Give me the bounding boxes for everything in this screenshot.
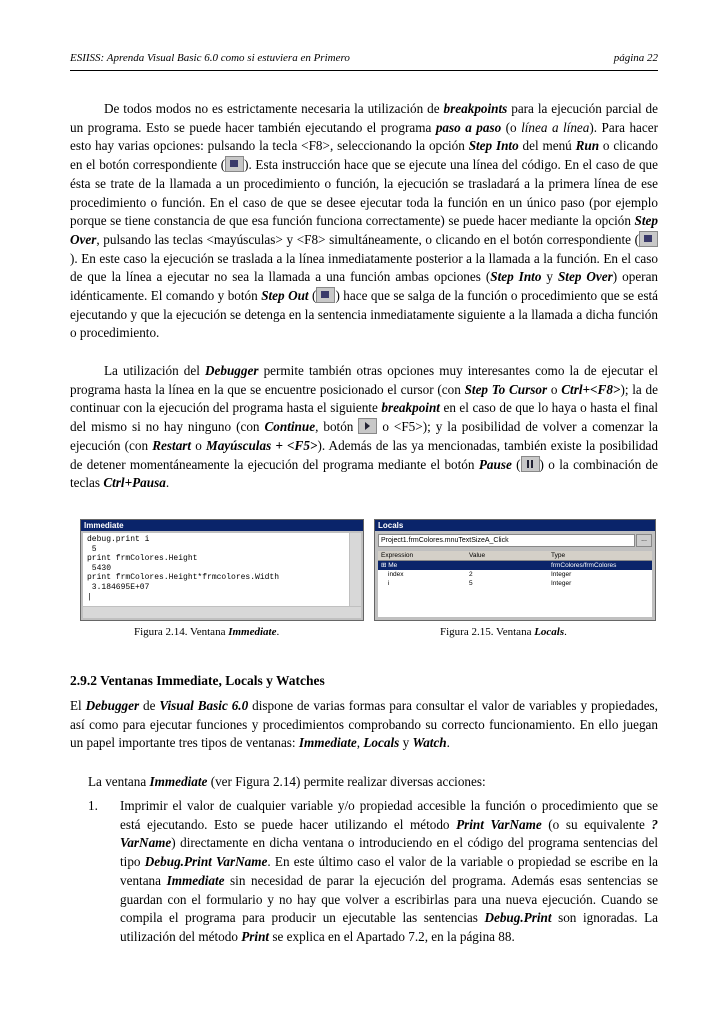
list-item: 1. Imprimir el valor de cualquier variable y/o propiedad accesible la función o procedimiento que se está ejecutando. Esto se puede hacer utilizando el método Print VarName (o su equivalente ?VarName) directamente en dicha ventana o introduciendo en el código del programa sentencias del tipo Debug.Print VarName. En este último caso el valor de la variable o propiedad se escribe en la ventana Immediate sin necesidad de parar la ejecución del programa. Además esas sentencias se guardan con el formulario y no hay que volver a escribirlas para una nueva ejecución. Cuando se compila el programa para producir un ejecutable las sentencias Debug.Print son ignoradas. La utilización del método Print se explica en el Apartado 7.2, en la página 88. [88,798,658,944]
section-heading: 2.9.2 Ventanas Immediate, Locals y Watches [70,673,325,688]
immediate-line: print frmColores.Height [87,554,198,564]
paragraph-windows-intro: El Debugger de Visual Basic 6.0 dispone de varias formas para consultar el valor de variables y propiedades, así como para ejecutar funciones y procedimientos comprobando su correcto funcionamiento. En ello juegan un papel importante tres tipos de ventanas: Immediate, Locals y Watch. [70,698,658,751]
immediate-title-bar: Immediate [81,520,363,531]
pause-icon [521,456,540,472]
figure-caption-immediate: Figura 2.14. Ventana Immediate. [134,626,280,638]
locals-context-combo[interactable]: Project1.frmColores.mnuTextSizeA_Click [378,534,635,547]
locals-expression: ⊞ Me [381,562,398,569]
immediate-vertical-scrollbar[interactable] [350,533,361,606]
locals-title-bar: Locals [375,520,655,531]
header-rule [70,70,658,71]
header-title: ESIISS: Aprenda Visual Basic 6.0 como si estuviera en Primero [70,52,350,64]
figure-caption-locals: Figura 2.15. Ventana Locals. [440,626,567,638]
page-number: página 22 [613,52,658,64]
paragraph-immediate-actions: La ventana Immediate (ver Figura 2.14) permite realizar diversas acciones: [88,774,486,789]
list-item-number: 1. [88,798,98,813]
immediate-line: | [87,592,92,602]
locals-call-stack-button[interactable]: ... [636,534,652,547]
page-header [70,52,658,64]
paragraph-step-into: De todos modos no es estrictamente necesaria la utilización de breakpoints para la ejecución parcial de un programa. Esto se puede hacer también ejecutando el programa paso a paso (o línea a línea). Para hacer esto hay varias opciones: pulsando la tecla <F8>, seleccionando la opción Step Into del menú Run o clicando en el botón correspondiente ( ). Esta instrucción hace que se ejecute una línea del código. En el caso de que ésta se trate de la llamada a un procedimiento o función, la ejecución se trasladará a la primera línea de ese procedimiento o función. En el caso de que se desee ejecutar toda la función en un único paso (por ejemplo porque se tiene constancia de que esa función funciona correctamente) se puede hacer mediante la opción Step Over, pulsando las teclas <mayúsculas> y <F8> simultáneamente, o clicando en el botón correspondiente (). En este caso la ejecución se traslada a la línea inmediatamente posterior a la llamada a la función. En el caso de que la línea a ejecutar no sea la llamada a una función ambas opciones (Step Into y Step Over) operan idénticamente. El comando y botón Step Out ( ) hace que se salga de la función o procedimiento que se está ejecutando y que la ejecución se detenga en la sentencia inmediatamente siguiente a la llamada a dicha función o procedimiento. [70,101,659,341]
step-into-icon [225,156,244,172]
locals-grid [378,551,652,617]
locals-expression: i [388,580,390,587]
locals-value: 2 [469,571,473,578]
immediate-horizontal-scrollbar[interactable] [83,607,361,618]
immediate-line: 3.184695E+07 [87,582,150,592]
locals-row[interactable] [378,579,652,588]
locals-expression: index [388,571,404,578]
column-header-value[interactable]: Value [469,552,486,559]
step-out-icon [316,287,335,303]
locals-row[interactable] [378,561,652,570]
locals-value [469,561,551,570]
locals-value: 5 [469,580,473,587]
locals-grid-header [378,551,652,561]
column-header-type[interactable]: Type [551,552,566,559]
locals-window [374,519,656,621]
locals-type: frmColores/frmColores [551,562,617,569]
column-header-expression[interactable]: Expression [381,552,414,559]
immediate-line: print frmColores.Height*frmcolores.Width [87,573,280,583]
immediate-window [80,519,364,621]
immediate-text-area[interactable] [83,533,349,606]
locals-type: Integer [551,580,572,587]
immediate-line: 5 [87,544,97,554]
paragraph-debugger-options: La utilización del Debugger permite también otras opciones muy interesantes como la de ejecutar el programa hasta la línea en la que se encuentre posicionado el cursor (con Step To Cursor o Ctrl+<F8>); la de continuar con la ejecución del programa hasta el siguiente breakpoint en el caso de que lo haya o hasta el final del mismo si no hay ninguno (con Continue, botón o <F5>); y la posibilidad de volver a comenzar la ejecución (con Restart o Mayúsculas + <F5>). Además de las ya mencionadas, también existe la posibilidad de detener momentáneamente la ejecución del programa mediante el botón Pause ( ) o la combinación de teclas Ctrl+Pausa. [70,363,659,491]
immediate-line: debug.print i [87,535,150,544]
locals-type: Integer [551,571,572,578]
continue-icon [358,418,377,434]
locals-row[interactable] [378,570,652,579]
step-over-icon [639,231,658,247]
immediate-line: 5430 [87,563,112,573]
